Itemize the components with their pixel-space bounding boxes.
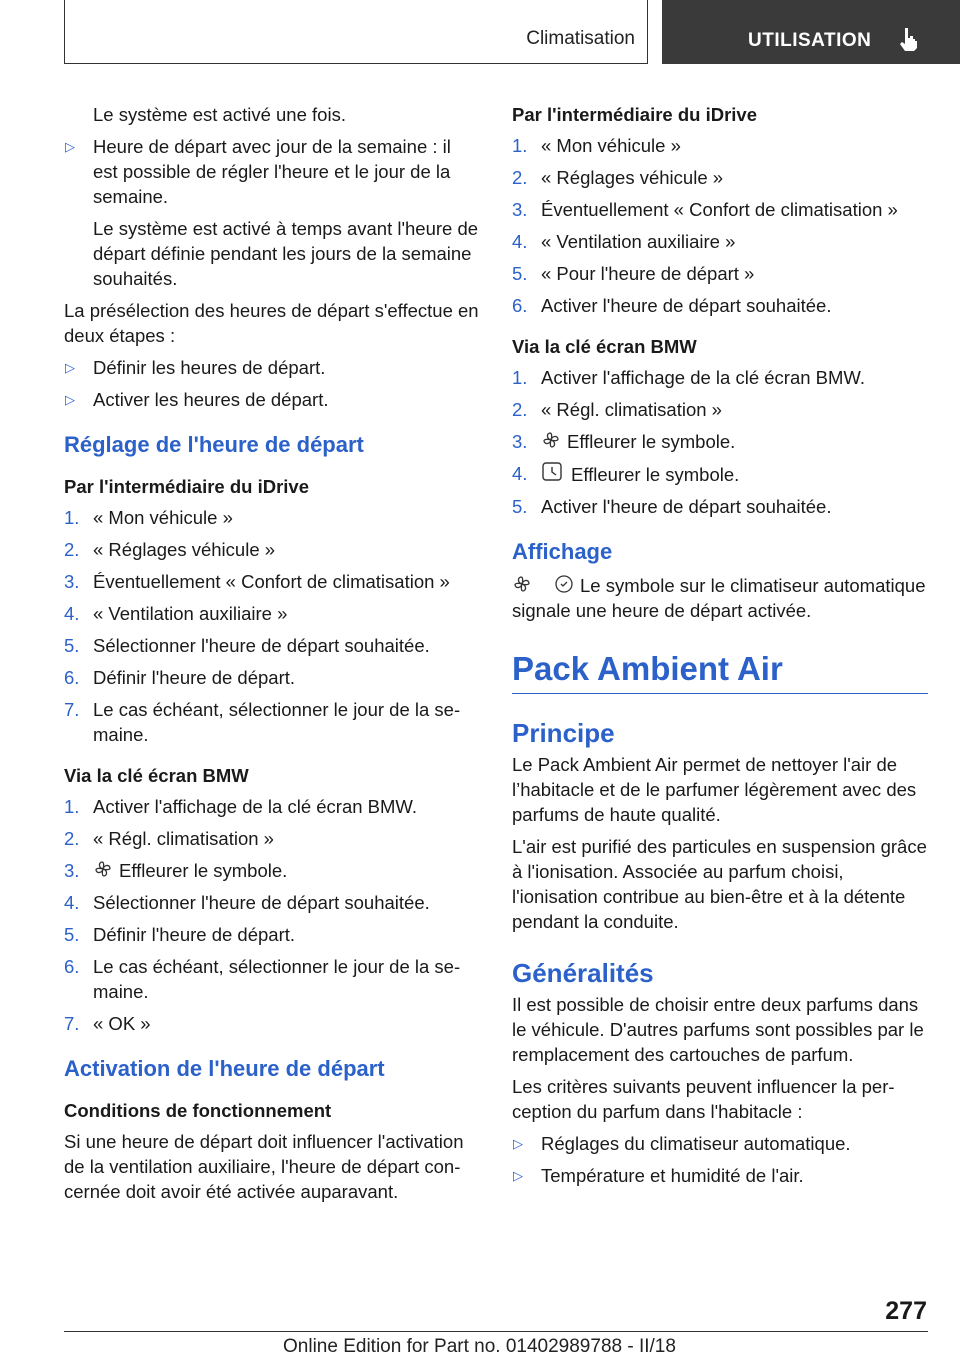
chapter-heading: Pack Ambient Air <box>512 647 928 694</box>
list-item: 3. Éventuellement « Confort de climatisation » <box>512 199 898 220</box>
paragraph: Le système est activé une fois. <box>93 104 346 125</box>
list-item: ▷ Heure de départ avec jour de la semaine : il est possible de régler l'heure et le jour de la semaine. <box>65 136 451 207</box>
triangle-bullet-icon: ▷ <box>65 139 75 154</box>
triangle-bullet-icon: ▷ <box>65 360 75 375</box>
section-heading: Affichage <box>512 539 613 564</box>
list-item: ▷ Définir les heures de départ. <box>65 357 326 378</box>
subsection-heading: Via la clé écran BMW <box>64 765 249 786</box>
list-item: 2. « Régl. climatisation » <box>64 828 274 849</box>
list-item: 3. Effleurer le symbole. <box>512 431 736 452</box>
header-chapter-box <box>662 0 960 64</box>
list-item: 5. Définir l'heure de départ. <box>64 924 296 945</box>
list-item: 1. Activer l'affichage de la clé écran BMW. <box>512 367 866 388</box>
list-item: ▷ Température et humidité de l'air. <box>513 1165 804 1186</box>
list-item: 3. Effleurer le symbole. <box>64 860 288 881</box>
header-chapter-title: UTILISATION <box>748 30 872 51</box>
list-item: 2. « Réglages véhicule » <box>64 539 276 560</box>
left-column <box>64 102 480 1211</box>
paragraph: L'air est purifié des particules en suspension grâce à l'ionisation. Associée au parfum choisi, l'ionisation contribue au bien-être et à la détente pendant la conduite. <box>512 836 927 932</box>
subsection-heading: Par l'intermédiaire du iDrive <box>64 476 309 497</box>
paragraph: La présélection des heures de départ s'effectue en deux étapes : <box>64 300 479 346</box>
section-heading: Généralités <box>512 958 654 988</box>
list-item: 6. Le cas échéant, sélectionner le jour de la semaine. <box>64 956 461 1002</box>
list-item: 3. Éventuellement « Confort de climatisation » <box>64 571 450 592</box>
list-item: 4. Effleurer le symbole. <box>512 463 740 485</box>
list-item: 4. « Ventilation auxiliaire » <box>64 603 288 624</box>
footer-divider <box>64 1331 928 1332</box>
triangle-bullet-icon: ▷ <box>65 392 75 407</box>
list-item: 5. Activer l'heure de départ souhaitée. <box>512 496 832 517</box>
hand-pointer-icon <box>896 26 922 52</box>
list-item: 2. « Régl. climatisation » <box>512 399 722 420</box>
list-item: 1. Activer l'affichage de la clé écran BMW. <box>64 796 418 817</box>
header-section-box <box>64 0 648 64</box>
header-section-title: Climatisation <box>526 28 635 49</box>
page-number: 277 <box>885 1297 927 1325</box>
list-item: ▷ Réglages du climatiseur automatique. <box>513 1133 851 1154</box>
section-heading: Principe <box>512 718 615 748</box>
subsection-heading: Par l'intermédiaire du iDrive <box>512 104 757 125</box>
list-item: 4. Sélectionner l'heure de départ souhaitée. <box>64 892 430 913</box>
paragraph: Il est possible de choisir entre deux parfums dans le véhicule. D'autres parfums sont possibles par le remplacement des cartouches de parfum. <box>512 994 924 1065</box>
list-item: ▷ Activer les heures de départ. <box>65 389 329 410</box>
list-item: 5. Sélectionner l'heure de départ souhaitée. <box>64 635 430 656</box>
triangle-bullet-icon: ▷ <box>513 1136 523 1151</box>
list-item: 2. « Réglages véhicule » <box>512 167 724 188</box>
subsection-heading: Conditions de fonctionnement <box>64 1100 332 1121</box>
list-item: 1. « Mon véhicule » <box>512 135 681 156</box>
subsection-heading: Via la clé écran BMW <box>512 336 697 357</box>
fan-icon <box>541 430 561 450</box>
footer-edition: Online Edition for Part no. 01402989788 - II/18 <box>283 1336 676 1357</box>
list-item: 4. « Ventilation auxiliaire » <box>512 231 736 252</box>
list-item: 6. Définir l'heure de départ. <box>64 667 296 688</box>
paragraph: Le Pack Ambient Air permet de nettoyer l'air de l’habitacle et de le parfumer légèrement avec des parfums de haute qualité. <box>512 754 917 825</box>
clock-icon <box>554 574 574 594</box>
triangle-bullet-icon: ▷ <box>513 1168 523 1183</box>
right-column <box>512 102 928 1195</box>
paragraph: Les critères suivants peuvent influencer la perception du parfum dans l'habitacle : <box>512 1076 895 1122</box>
section-heading: Réglage de l'heure de départ <box>64 432 364 457</box>
section-heading: Activation de l'heure de départ <box>64 1056 385 1081</box>
paragraph: Le symbole sur le climatiseur automatique signale une heure de départ activée. <box>512 575 926 621</box>
list-item: 7. Le cas échéant, sélectionner le jour de la semaine. <box>64 699 461 745</box>
paragraph: Le système est activé à temps avant l'heure de départ définie pendant les jours de la semaine souhaités. <box>93 218 479 289</box>
list-item: 1. « Mon véhicule » <box>64 507 233 528</box>
fan-icon <box>93 859 113 879</box>
fan-icon <box>512 574 532 594</box>
list-item: 6. Activer l'heure de départ souhaitée. <box>512 295 832 316</box>
paragraph: Si une heure de départ doit influencer l'activation de la ventilation auxiliaire, l'heure de départ concernée doit avoir été activée auparavant. <box>64 1131 464 1202</box>
list-item: 5. « Pour l'heure de départ » <box>512 263 755 284</box>
list-item: 7. « OK » <box>64 1013 151 1034</box>
timer-icon <box>541 461 565 483</box>
